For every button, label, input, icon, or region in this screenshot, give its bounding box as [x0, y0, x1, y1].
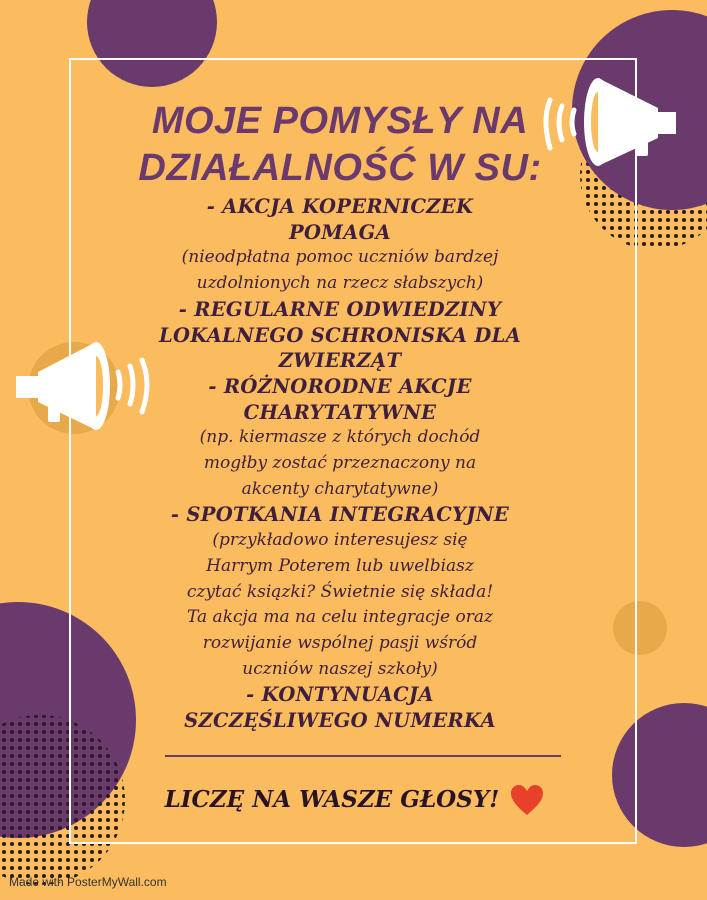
- idea-heading-line: - REGULARNE ODWIEDZINY: [178, 297, 502, 321]
- ideas-list: [118, 194, 562, 734]
- idea-heading-line: LOKALNEGO SCHRONISKA DLA: [158, 323, 522, 347]
- idea-description-line: uczniów naszej szkoły): [242, 658, 438, 679]
- idea-description-line: (nieodpłatna pomoc uczniów bardzej: [181, 247, 499, 268]
- idea-heading-line: - AKCJA KOPERNICZEK: [206, 195, 474, 218]
- idea-heading-line: - SPOTKANIA INTEGRACYJNE: [170, 503, 510, 527]
- idea-heading-line: - RÓŻNORODNE AKCJE: [208, 374, 472, 398]
- idea-description-line: uzdolnionych na rzecz słabszych): [196, 273, 484, 294]
- idea-description-line: mogłby zostać przeznaczony na: [203, 453, 477, 474]
- idea-description-line: akcenty charytatywne): [241, 478, 439, 499]
- idea-description-line: Harrym Poterem lub uwelbiasz: [206, 555, 474, 576]
- idea-description-line: czytać ksiązki? Świetnie się składa!: [186, 581, 494, 602]
- watermark: Made with PosterMyWall.com: [9, 875, 167, 889]
- idea-heading-line: - KONTYNUACJA: [246, 683, 434, 707]
- idea-description-line: (np. kiermasze z których dochód: [199, 427, 481, 448]
- divider: [165, 755, 561, 757]
- idea-heading-line: ZWIERZĄT: [278, 349, 402, 373]
- call-to-action: [140, 780, 570, 820]
- idea-description-line: rozwijanie wspólnej pasji wśród: [202, 632, 478, 653]
- idea-description-line: (przykładowo interesujesz się: [212, 530, 468, 551]
- idea-description-line: Ta akcja ma na celu integracje oraz: [187, 607, 493, 628]
- title-line: DZIAŁALNOŚĆ W SU:: [138, 147, 542, 189]
- idea-heading-line: SZCZĘŚLIWEGO NUMERKA: [184, 709, 496, 733]
- poster-title: [90, 98, 590, 192]
- title-line: MOJE POMYSŁY NA: [151, 100, 529, 142]
- cta-text: LICZĘ NA WASZE GŁOSY!: [164, 786, 500, 813]
- heart-icon: [509, 783, 545, 819]
- idea-heading-line: CHARYTATYWNE: [243, 400, 437, 424]
- idea-heading-line: POMAGA: [289, 220, 391, 244]
